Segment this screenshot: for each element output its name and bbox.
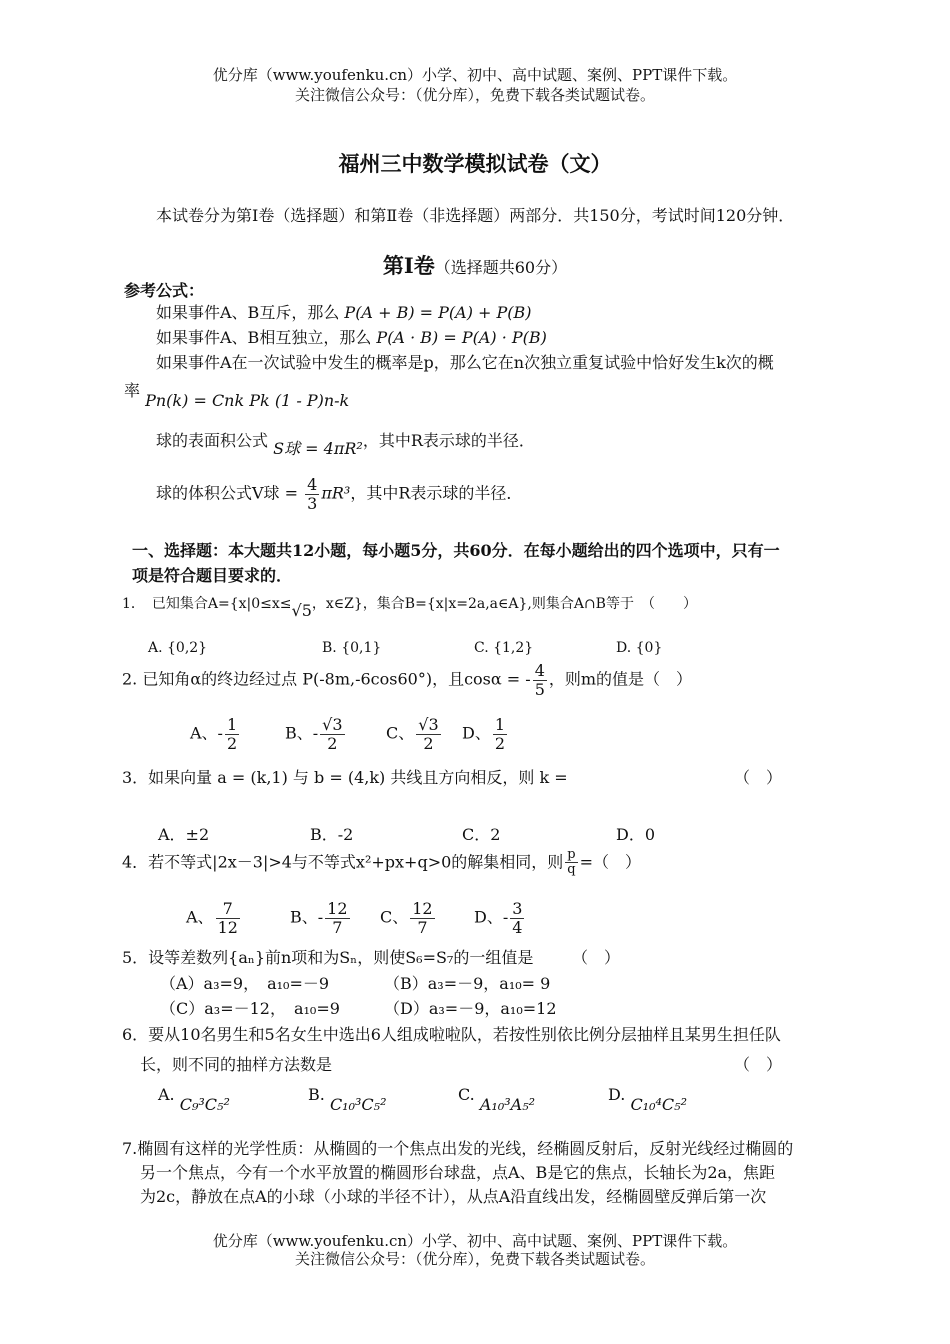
q3-option-a[interactable]: A．±2 [158,825,210,844]
q2-option-a[interactable]: A、- $\frac{1}{2}$ [190,715,238,753]
q5-option-c[interactable]: （C）a₃=－12， a₁₀=9 [160,999,340,1018]
q5-stem: 5．设等差数列{aₙ}前n项和为Sₙ，则使S₆=S₇的一组值是 [122,948,534,967]
formula-3-math: Pn(k) = Cnk Pk (1 - P)n-k [145,391,350,410]
page-header-line2: 关注微信公众号：（优分库），免费下载各类试题试卷。 [294,86,655,104]
q7-line3: 为2c，静放在点A的小球（小球的半径不计），从点A沿直线出发，经椭圆壁反弹后第一次 [140,1187,767,1206]
formula-5-text: 球的体积公式V球 = [156,483,299,503]
q5-option-a[interactable]: （A）a₃=9， a₁₀=－9 [160,974,330,993]
q2-stem: 2. 已知角α的终边经过点 P(-8m,-6cos60°)，且cosα = - $\frac{4}{5}$ ，则m的值是（ ） [122,661,693,699]
formula-5-math: πR³ [321,483,351,503]
formula-1 [156,300,532,323]
q4-option-c[interactable]: C、 $\frac{12}{7}$ [380,899,433,937]
q6-option-a[interactable]: A. C₉³C₅² [158,1085,230,1114]
q4-fraction: $\frac{p}{q}$ [567,847,576,878]
q7-line1: 7.椭圆有这样的光学性质：从椭圆的一个焦点出发的光线，经椭圆反射后，反射光线经过椭圆的 [122,1139,794,1158]
formula-4-tail: ，其中R表示球的半径． [362,431,535,450]
q4-option-a[interactable]: A、 $\frac{7}{12}$ [186,899,238,937]
formula-5-fraction: $\frac{4}{3}$ [307,475,318,513]
formula-1-math: P(A + B) = P(A) + P(B) [344,303,532,322]
q2-fraction: $\frac{4}{5}$ [534,661,545,699]
formula-2-text: 如果事件A、B相互独立，那么 [156,328,372,347]
section1-line2: 项是符合题目要求的． [132,566,293,585]
intro-text: 本试卷分为第Ⅰ卷（选择题）和第Ⅱ卷（非选择题）两部分．共150分，考试时间120分钟． [156,206,795,225]
page-title: 福州三中数学模拟试卷（文） [338,151,612,176]
q3-paren: （ ） [734,768,783,787]
formulas-heading: 参考公式： [124,281,205,300]
formula-4-math: S球 = 4πR² [273,439,363,458]
q2-option-d[interactable]: D、 $\frac{1}{2}$ [462,715,506,753]
formula-4 [156,428,535,458]
q4-option-b[interactable]: B、- $\frac{12}{7}$ [290,899,348,937]
page-footer-line2: 关注微信公众号：（优分库），免费下载各类试题试卷。 [294,1250,655,1268]
part1-note: （选择题共60分） [434,258,568,277]
page-footer-line1: 优分库（www.youfenku.cn）小学、初中、高中试题、案例、PPT课件下载。 [212,1232,738,1250]
formula-3-continued [124,378,350,410]
formula-3-text: 如果事件A在一次试验中发生的概率是p，那么它在n次独立重复试验中恰好发生k次的概 [156,353,774,372]
section1-line1: 一、选择题：本大题共12小题，每小题5分，共60分．在每小题给出的四个选项中，只有一 [132,541,780,560]
q1-option-c[interactable]: C. {1,2} [474,640,534,656]
q1-root: √5 [291,601,312,620]
q5-option-b[interactable]: （B）a₃=－9，a₁₀= 9 [384,974,551,993]
q3-option-d[interactable]: D．0 [616,825,656,844]
formula-4-text: 球的表面积公式 [156,431,269,450]
formula-5 [156,476,522,512]
formula-2-math: P(A · B) = P(A) · P(B) [376,328,547,347]
part1-name: 第Ⅰ卷 [382,253,435,278]
q3-option-c[interactable]: C．2 [462,825,501,844]
q4-option-d[interactable]: D、- $\frac{3}{4}$ [474,899,523,937]
part1-heading [0,250,950,280]
q5-paren: （ ） [572,948,621,967]
q1-stem: 1． 已知集合A={x|0≤x≤√5，x∈Z}，集合B={x|x=2a,a∈A},则集合A∩B等于 （ ） [122,596,697,620]
q2-option-c[interactable]: C、 $\frac{√3}{2}$ [386,715,439,753]
q6-line1: 6．要从10名男生和5名女生中选出6人组成啦啦队，若按性别依比例分层抽样且某男生担任队 [122,1025,781,1044]
formula-1-text: 如果事件A、B互斥，那么 [156,303,340,322]
q1-option-d[interactable]: D. {0} [616,640,663,656]
formula-3-cont: 率 [124,381,141,400]
q6-option-b[interactable]: B. C₁₀³C₅² [308,1085,387,1114]
q3-option-b[interactable]: B．-2 [310,825,354,844]
q5-option-d[interactable]: （D）a₃=－9，a₁₀=12 [384,999,557,1018]
q3-stem: 3．如果向量 a = (k,1) 与 b = (4,k) 共线且方向相反，则 k = [122,768,568,787]
q4-stem: 4．若不等式|2x－3|>4与不等式x²+px+q>0的解集相同，则 $\frac{p}{q}$ =（ ） [122,847,642,878]
q6-line2: 长，则不同的抽样方法数是 [140,1055,333,1074]
q2-option-b[interactable]: B、- $\frac{√3}{2}$ [285,715,343,753]
q7-line2: 另一个焦点，今有一个水平放置的椭圆形台球盘，点A、B是它的焦点，长轴长为2a，焦距 [140,1163,776,1182]
q6-option-d[interactable]: D. C₁₀⁴C₅² [608,1085,687,1114]
q1-option-b[interactable]: B. {0,1} [322,640,382,656]
q6-paren: （ ） [734,1055,783,1074]
page-header-line1: 优分库（www.youfenku.cn）小学、初中、高中试题、案例、PPT课件下载。 [212,66,738,84]
formula-2 [156,325,547,348]
formula-5-tail: ，其中R表示球的半径． [350,483,523,503]
q1-option-a[interactable]: A. {0,2} [148,640,208,656]
q6-option-c[interactable]: C. A₁₀³A₅² [458,1085,536,1114]
